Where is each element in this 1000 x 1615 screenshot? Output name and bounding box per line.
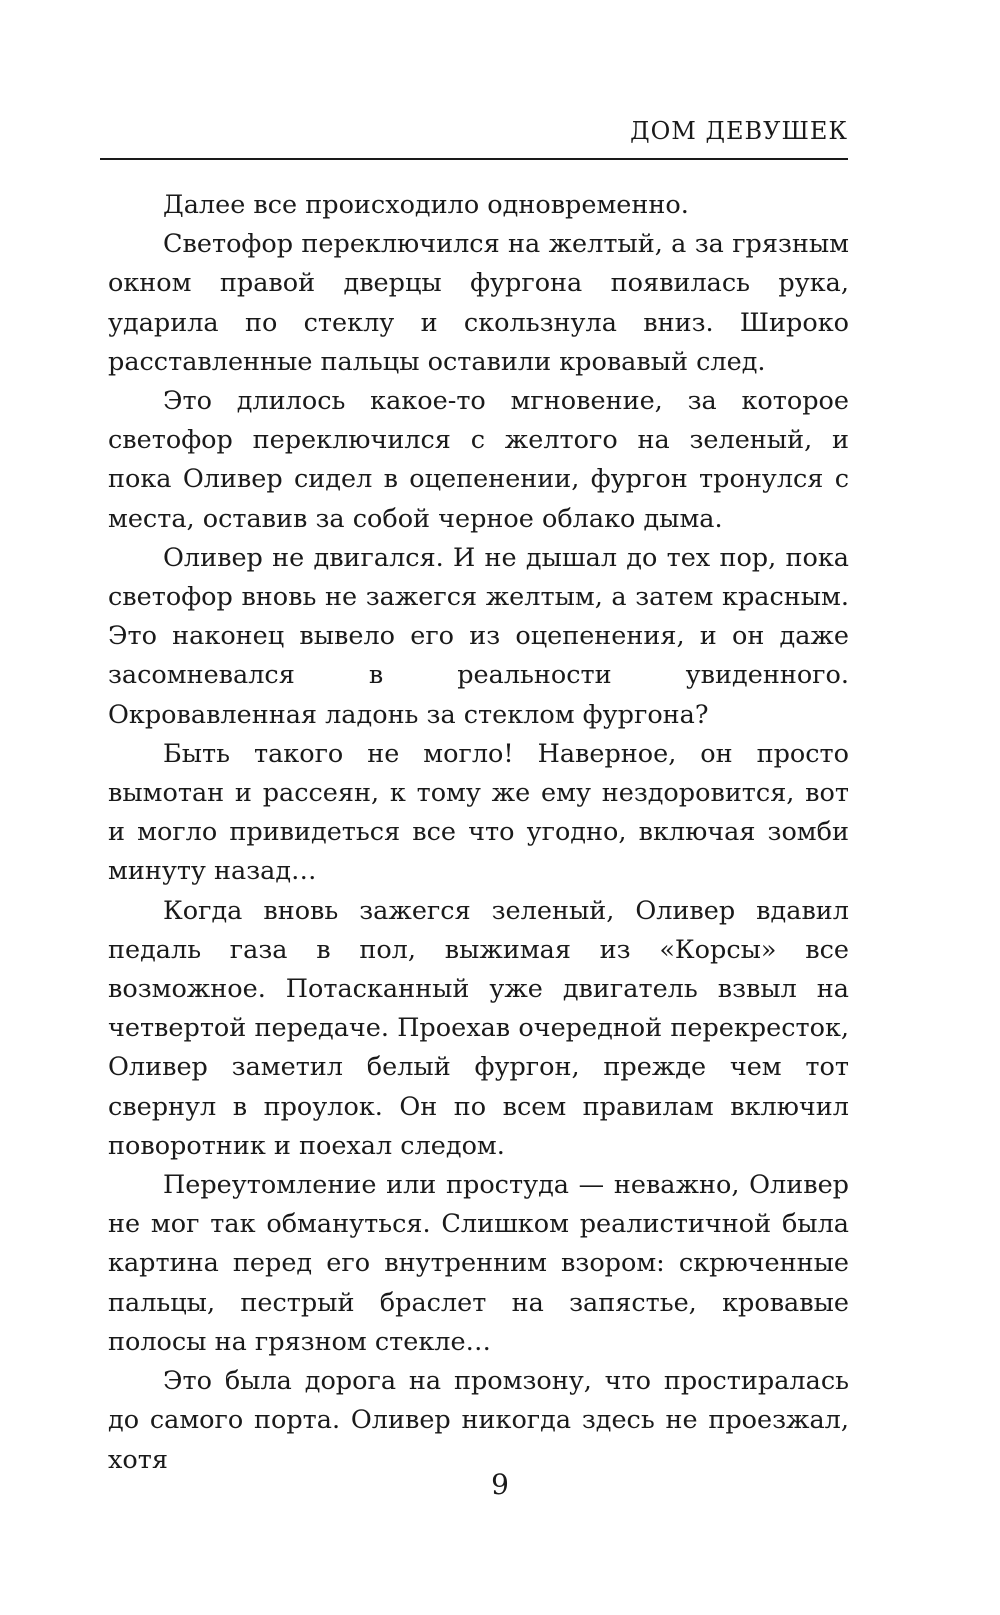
paragraph: Это длилось какое-то мгновение, за которое светофор переключился с желтого на зеленый, и пока Оливер сидел в оцепенении, фургон тронулся с места, оставив за собой черное облако дыма. [108, 386, 849, 534]
paragraph: Светофор переключился на желтый, а за грязным окном правой дверцы фургона появилась рука, ударила по стеклу и скользнула вниз. Широко расставленные пальцы оставили кровавый след. [108, 229, 849, 377]
page-number: 9 [491, 1468, 509, 1501]
page-header [100, 112, 848, 160]
paragraph: Быть такого не могло! Наверное, он просто вымотан и рассеян, к тому же ему нездоровится, вот и могло привидеться все что угодно, включая зомби минуту назад… [108, 738, 849, 887]
paragraph: Оливер не двигался. И не дышал до тех пор, пока светофор вновь не зажегся желтым, а затем красным. Это наконец вывело его из оцепенения, и он даже засомневался в реальности увиденного. Окровавленная ладонь за стеклом фургона? [108, 542, 849, 730]
body-text [108, 186, 849, 1480]
paragraph: Это была дорога на промзону, что простиралась до самого порта. Оливер никогда здесь не проезжал, хотя [108, 1366, 849, 1475]
paragraph: Когда вновь зажегся зеленый, Оливер вдавил педаль газа в пол, выжимая из «Корсы» все возможное. Потасканный уже двигатель взвыл на четвертой передаче. Проехав очередной перекресток, Оливер заметил белый фургон, прежде чем тот свернул в проулок. Он по всем правилам включил поворотник и поехал следом. [108, 895, 849, 1161]
paragraph: Переутомление или простуда — неважно, Оливер не мог так обмануться. Слишком реалистичной была картина перед его внутренним взором: скрюченные пальцы, пестрый браслет на запястье, кровавые полосы на грязном стекле… [108, 1170, 849, 1357]
paragraph: Далее все происходило одновременно. [163, 190, 689, 220]
running-title: ДОМ ДЕВУШЕК [630, 117, 848, 145]
